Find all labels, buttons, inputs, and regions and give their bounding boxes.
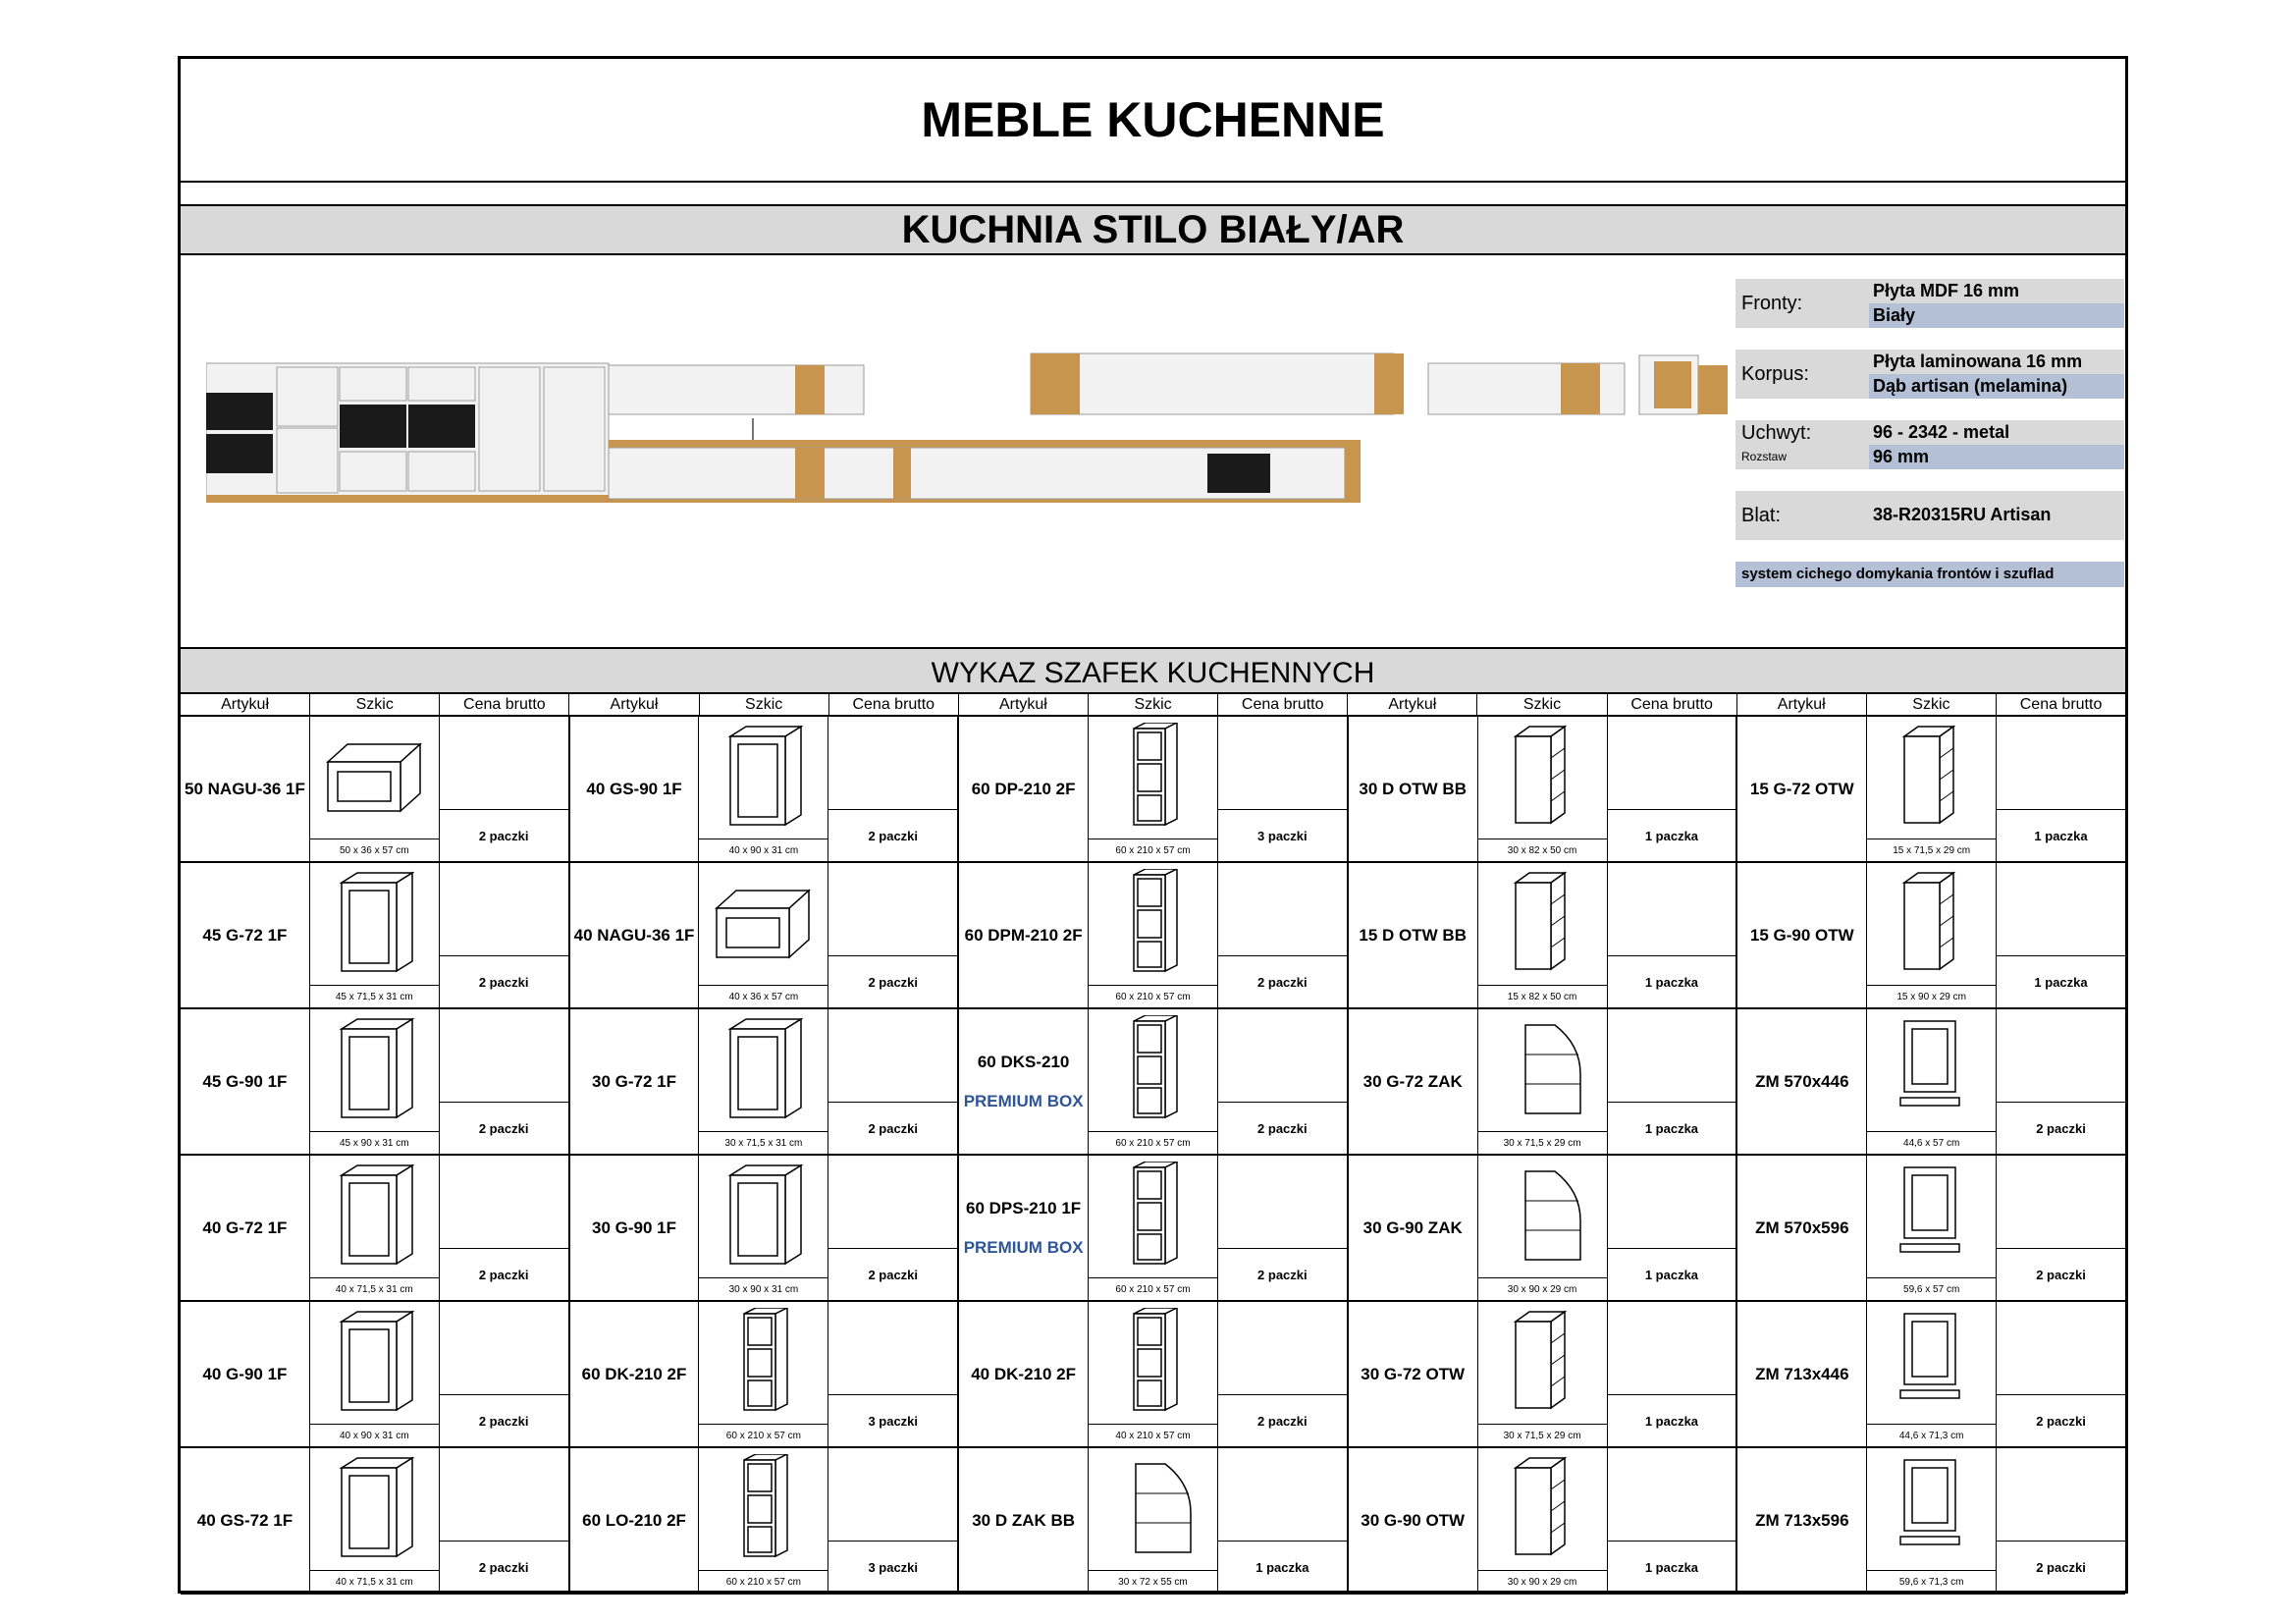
article-code: 15 G-90 OTW — [1749, 925, 1854, 945]
sketch-cell — [1089, 1156, 1218, 1300]
kitchen-illustration — [206, 334, 1737, 530]
cabinet-entry — [181, 1302, 570, 1446]
page-title: MEBLE KUCHENNE — [181, 59, 2125, 183]
sketch-cell — [1478, 1009, 1608, 1154]
cabinet-sketch-icon — [707, 1162, 817, 1270]
dimensions: 44,6 x 57 cm — [1867, 1131, 1996, 1154]
cabinet-sketch-icon — [1096, 1015, 1206, 1123]
article-code: 45 G-90 1F — [202, 1071, 288, 1091]
dimensions: 40 x 90 x 31 cm — [310, 1424, 439, 1446]
article-cell — [959, 1448, 1089, 1593]
sketch-cell — [1089, 1302, 1218, 1446]
package-count: 2 paczki — [1997, 1541, 2125, 1593]
article-cell — [959, 717, 1089, 861]
dimensions: 60 x 210 x 57 cm — [1089, 1277, 1217, 1300]
article-code: 60 DPS-210 1F — [966, 1198, 1082, 1217]
article-code: 60 DKS-210 — [977, 1052, 1070, 1071]
price-cell — [1997, 1448, 2125, 1593]
article-cell — [1737, 1156, 1867, 1300]
spec-panel — [1735, 279, 2124, 587]
table-row — [181, 863, 2125, 1009]
article-code: 30 D OTW BB — [1359, 779, 1467, 798]
dimensions: 15 x 71,5 x 29 cm — [1867, 839, 1996, 861]
dimensions: 30 x 90 x 29 cm — [1478, 1277, 1607, 1300]
soft-close-note: system cichego domykania frontów i szuflad — [1735, 562, 2124, 587]
premium-box-badge: PREMIUM BOX — [963, 1237, 1084, 1257]
dimensions: 40 x 71,5 x 31 cm — [310, 1570, 439, 1593]
package-count: 2 paczki — [1218, 955, 1347, 1007]
spec-blat — [1735, 491, 2124, 540]
table-row — [181, 1448, 2125, 1595]
dimensions: 30 x 71,5 x 31 cm — [699, 1131, 828, 1154]
cabinet-sketch-icon — [318, 723, 428, 831]
spec-uchwyt-value-2: 96 mm — [1869, 445, 2124, 469]
dimensions: 30 x 90 x 29 cm — [1478, 1570, 1607, 1593]
package-count: 2 paczki — [440, 1541, 568, 1593]
price-cell — [828, 1448, 957, 1593]
article-code: ZM 713x596 — [1755, 1510, 1849, 1530]
cabinet-entry — [570, 717, 960, 861]
spec-korpus — [1735, 350, 2124, 399]
cabinet-entry — [959, 717, 1349, 861]
sketch-cell — [1478, 863, 1608, 1007]
price-cell — [440, 1302, 568, 1446]
sketch-cell — [1867, 1156, 1997, 1300]
article-code: 60 DK-210 2F — [581, 1364, 687, 1383]
cabinet-sketch-icon — [1875, 1454, 1985, 1562]
sketch-cell — [310, 717, 440, 861]
dimensions: 60 x 210 x 57 cm — [1089, 1131, 1217, 1154]
column-header: Artykuł — [569, 694, 699, 715]
table-row — [181, 717, 2125, 863]
package-count: 2 paczki — [1997, 1248, 2125, 1300]
article-cell — [1349, 1302, 1478, 1446]
cabinet-sketch-icon — [707, 1015, 817, 1123]
article-code: 40 GS-90 1F — [586, 779, 682, 798]
dimensions: 30 x 72 x 55 cm — [1089, 1570, 1217, 1593]
cabinet-sketch-icon — [1096, 723, 1206, 831]
spec-blat-label: Blat: — [1741, 505, 1782, 526]
package-count: 2 paczki — [828, 955, 957, 1007]
dimensions: 15 x 90 x 29 cm — [1867, 985, 1996, 1007]
dimensions: 15 x 82 x 50 cm — [1478, 985, 1607, 1007]
article-cell — [1349, 1448, 1478, 1593]
article-cell — [570, 717, 700, 861]
price-cell — [1997, 717, 2125, 861]
package-count: 1 paczka — [1608, 1248, 1736, 1300]
cabinet-sketch-icon — [707, 1308, 817, 1416]
article-cell — [1737, 1448, 1867, 1593]
cabinet-entry — [181, 1156, 570, 1300]
sketch-cell — [699, 1448, 828, 1593]
sketch-cell — [699, 1156, 828, 1300]
package-count: 2 paczki — [440, 955, 568, 1007]
table-row — [181, 1156, 2125, 1302]
sketch-cell — [1089, 863, 1218, 1007]
sketch-cell — [699, 863, 828, 1007]
article-code: 60 LO-210 2F — [582, 1510, 686, 1530]
cabinet-entry — [1349, 717, 1738, 861]
sketch-cell — [1089, 717, 1218, 861]
article-code: 40 GS-72 1F — [196, 1510, 294, 1530]
article-code: 30 G-72 OTW — [1361, 1364, 1466, 1383]
spacer-band — [181, 183, 2125, 206]
package-count: 2 paczki — [828, 1248, 957, 1300]
article-code: 30 G-72 1F — [592, 1071, 677, 1091]
table-header — [181, 692, 2125, 717]
package-count: 1 paczka — [1608, 1541, 1736, 1593]
cabinet-sketch-icon — [318, 1015, 428, 1123]
cabinet-entry — [1737, 1302, 2125, 1446]
price-cell — [440, 1448, 568, 1593]
spec-fronty-label: Fronty: — [1741, 293, 1803, 314]
dimensions: 30 x 90 x 31 cm — [699, 1277, 828, 1300]
cabinet-entry — [959, 863, 1349, 1007]
dimensions: 40 x 71,5 x 31 cm — [310, 1277, 439, 1300]
column-header: Artykuł — [181, 694, 310, 715]
sketch-cell — [310, 1448, 440, 1593]
price-cell — [440, 863, 568, 1007]
cabinet-entry — [1737, 1156, 2125, 1300]
list-title: WYKAZ SZAFEK KUCHENNYCH — [181, 647, 2125, 692]
cabinet-entry — [1349, 863, 1738, 1007]
price-cell — [440, 1156, 568, 1300]
package-count: 2 paczki — [828, 1102, 957, 1154]
cabinet-entry — [181, 863, 570, 1007]
article-cell — [1737, 1009, 1867, 1154]
cabinet-entry — [181, 717, 570, 861]
spec-korpus-value-2: Dąb artisan (melamina) — [1869, 374, 2124, 399]
dimensions: 40 x 36 x 57 cm — [699, 985, 828, 1007]
article-cell — [570, 1302, 700, 1446]
article-code: 50 NAGU-36 1F — [185, 779, 305, 798]
price-cell — [1218, 1448, 1347, 1593]
cabinet-sketch-icon — [1875, 1308, 1985, 1416]
column-header: Szkic — [1477, 694, 1607, 715]
package-count: 1 paczka — [1608, 809, 1736, 861]
price-cell — [1608, 1302, 1736, 1446]
article-cell — [181, 1156, 310, 1300]
cabinet-entry — [181, 1448, 570, 1593]
cabinet-sketch-icon — [707, 869, 817, 977]
cabinet-entry — [1349, 1448, 1738, 1593]
cabinet-sketch-icon — [1096, 1308, 1206, 1416]
dimensions: 45 x 90 x 31 cm — [310, 1131, 439, 1154]
article-cell — [1349, 863, 1478, 1007]
column-header: Cena brutto — [2019, 695, 2103, 713]
column-header: Cena brutto — [1608, 694, 1737, 715]
price-cell — [828, 863, 957, 1007]
sketch-cell — [1478, 1156, 1608, 1300]
article-cell — [181, 1009, 310, 1154]
cabinet-sketch-icon — [1486, 1454, 1596, 1562]
sketch-cell — [1867, 1009, 1997, 1154]
package-count: 2 paczki — [1218, 1248, 1347, 1300]
price-cell — [828, 1009, 957, 1154]
sketch-cell — [1478, 1302, 1608, 1446]
column-header: Cena brutto — [1218, 694, 1348, 715]
cabinet-sketch-icon — [1486, 869, 1596, 977]
dimensions: 60 x 210 x 57 cm — [699, 1570, 828, 1593]
sketch-cell — [1478, 1448, 1608, 1593]
package-count: 2 paczki — [440, 1248, 568, 1300]
price-cell — [1997, 863, 2125, 1007]
dimensions: 50 x 36 x 57 cm — [310, 839, 439, 861]
spec-fronty-value-2: Biały — [1869, 303, 2124, 328]
dimensions: 60 x 210 x 57 cm — [1089, 985, 1217, 1007]
package-count: 2 paczki — [1997, 1102, 2125, 1154]
package-count: 3 paczki — [828, 1541, 957, 1593]
spec-korpus-value-1: Płyta laminowana 16 mm — [1873, 352, 2083, 371]
article-cell — [570, 1448, 700, 1593]
package-count: 2 paczki — [440, 809, 568, 861]
cabinet-sketch-icon — [318, 869, 428, 977]
cabinet-entry — [570, 863, 960, 1007]
price-cell — [440, 1009, 568, 1154]
column-header: Artykuł — [1737, 694, 1867, 715]
article-cell — [181, 1448, 310, 1593]
price-cell — [1218, 1156, 1347, 1300]
price-cell — [1608, 1448, 1736, 1593]
price-cell — [828, 1156, 957, 1300]
cabinet-sketch-icon — [1875, 723, 1985, 831]
price-cell — [1218, 717, 1347, 861]
sketch-cell — [1867, 1448, 1997, 1593]
package-count: 2 paczki — [828, 809, 957, 861]
cabinet-entry — [181, 1009, 570, 1154]
hero-section — [181, 255, 2125, 647]
spec-fronty — [1735, 279, 2124, 328]
dimensions: 60 x 210 x 57 cm — [1089, 839, 1217, 861]
spec-uchwyt-label: Uchwyt: — [1741, 422, 1812, 444]
article-code: ZM 713x446 — [1755, 1364, 1849, 1383]
article-cell — [570, 1009, 700, 1154]
cabinet-entry — [570, 1302, 960, 1446]
cabinet-entry — [1737, 1009, 2125, 1154]
package-count: 3 paczki — [1218, 809, 1347, 861]
dimensions: 45 x 71,5 x 31 cm — [310, 985, 439, 1007]
package-count: 2 paczki — [440, 1394, 568, 1446]
article-cell — [570, 863, 700, 1007]
cabinet-entry — [570, 1448, 960, 1593]
spec-uchwyt-value-1: 96 - 2342 - metal — [1873, 422, 2010, 442]
dimensions: 59,6 x 57 cm — [1867, 1277, 1996, 1300]
price-cell — [828, 1302, 957, 1446]
sketch-cell — [1867, 1302, 1997, 1446]
article-code: 15 D OTW BB — [1359, 925, 1467, 945]
price-cell — [1997, 1009, 2125, 1154]
price-cell — [1608, 1009, 1736, 1154]
cabinet-sketch-icon — [1875, 869, 1985, 977]
sketch-cell — [1478, 717, 1608, 861]
sketch-cell — [310, 1009, 440, 1154]
cabinet-sketch-icon — [707, 723, 817, 831]
price-cell — [440, 717, 568, 861]
price-cell — [1608, 1156, 1736, 1300]
sketch-cell — [310, 863, 440, 1007]
price-cell — [1608, 863, 1736, 1007]
price-cell — [1218, 1009, 1347, 1154]
cabinet-entry — [959, 1448, 1349, 1593]
package-count: 2 paczki — [440, 1102, 568, 1154]
cabinet-sketch-icon — [707, 1454, 817, 1562]
article-code: 30 G-90 OTW — [1361, 1510, 1466, 1530]
cabinet-entry — [1349, 1009, 1738, 1154]
article-code: ZM 570x596 — [1755, 1217, 1849, 1237]
column-header: Cena brutto — [829, 694, 959, 715]
spec-uchwyt-sublabel: Rozstaw — [1741, 450, 1788, 463]
sketch-cell — [699, 1302, 828, 1446]
package-count: 2 paczki — [1218, 1394, 1347, 1446]
sketch-cell — [310, 1156, 440, 1300]
premium-box-badge: PREMIUM BOX — [963, 1091, 1084, 1110]
price-cell — [1997, 1156, 2125, 1300]
catalog-frame — [178, 56, 2128, 1594]
sketch-cell — [699, 1009, 828, 1154]
table-row — [181, 1009, 2125, 1156]
sketch-cell — [1089, 1448, 1218, 1593]
article-code: 45 G-72 1F — [202, 925, 288, 945]
cabinet-sketch-icon — [1096, 1162, 1206, 1270]
cabinet-sketch-icon — [1096, 869, 1206, 977]
article-code: 60 DPM-210 2F — [964, 925, 1083, 945]
cabinet-sketch-icon — [1096, 1454, 1206, 1562]
dimensions: 60 x 210 x 57 cm — [699, 1424, 828, 1446]
dimensions: 40 x 90 x 31 cm — [699, 839, 828, 861]
cabinet-table — [181, 692, 2125, 1595]
article-cell — [1737, 717, 1867, 861]
article-cell — [959, 1009, 1089, 1154]
column-header: Szkic — [700, 694, 829, 715]
table-row — [181, 1302, 2125, 1448]
column-header: Cena brutto — [440, 694, 569, 715]
package-count: 1 paczka — [1608, 1102, 1736, 1154]
cabinet-sketch-icon — [318, 1162, 428, 1270]
cabinet-sketch-icon — [1486, 1015, 1596, 1123]
dimensions: 40 x 210 x 57 cm — [1089, 1424, 1217, 1446]
spec-fronty-value-1: Płyta MDF 16 mm — [1873, 281, 2020, 300]
cabinet-sketch-icon — [1486, 723, 1596, 831]
cabinet-sketch-icon — [1486, 1308, 1596, 1416]
article-cell — [1349, 1156, 1478, 1300]
package-count: 1 paczka — [1608, 1394, 1736, 1446]
cabinet-sketch-icon — [318, 1308, 428, 1416]
package-count: 2 paczki — [1218, 1102, 1347, 1154]
cabinet-sketch-icon — [1875, 1015, 1985, 1123]
article-cell — [959, 1302, 1089, 1446]
cabinet-entry — [959, 1302, 1349, 1446]
sketch-cell — [699, 717, 828, 861]
article-cell — [1349, 1009, 1478, 1154]
package-count: 3 paczki — [828, 1394, 957, 1446]
cabinet-entry — [1737, 863, 2125, 1007]
article-cell — [959, 1156, 1089, 1300]
dimensions: 44,6 x 71,3 cm — [1867, 1424, 1996, 1446]
package-count: 2 paczki — [1997, 1394, 2125, 1446]
article-cell — [181, 1302, 310, 1446]
sketch-cell — [1089, 1009, 1218, 1154]
kitchen-name: KUCHNIA STILO BIAŁY/AR — [181, 206, 2125, 255]
article-cell — [181, 717, 310, 861]
price-cell — [1608, 717, 1736, 861]
cabinet-entry — [1737, 1448, 2125, 1593]
column-header: Artykuł — [959, 694, 1089, 715]
price-cell — [1218, 863, 1347, 1007]
dimensions: 59,6 x 71,3 cm — [1867, 1570, 1996, 1593]
article-code: 30 G-72 ZAK — [1362, 1071, 1463, 1091]
article-code: 40 NAGU-36 1F — [573, 925, 695, 945]
article-code: 30 G-90 1F — [592, 1217, 677, 1237]
article-cell — [959, 863, 1089, 1007]
article-cell — [570, 1156, 700, 1300]
article-code: ZM 570x446 — [1755, 1071, 1849, 1091]
sketch-cell — [1867, 717, 1997, 861]
dimensions: 30 x 71,5 x 29 cm — [1478, 1131, 1607, 1154]
price-cell — [1218, 1302, 1347, 1446]
cabinet-sketch-icon — [1486, 1162, 1596, 1270]
cabinet-entry — [959, 1156, 1349, 1300]
cabinet-entry — [570, 1009, 960, 1154]
package-count: 1 paczka — [1218, 1541, 1347, 1593]
price-cell — [828, 717, 957, 861]
dimensions: 30 x 82 x 50 cm — [1478, 839, 1607, 861]
package-count: 1 paczka — [1608, 955, 1736, 1007]
sketch-cell — [310, 1302, 440, 1446]
cabinet-entry — [1737, 717, 2125, 861]
article-code: 15 G-72 OTW — [1749, 779, 1854, 798]
price-cell — [1997, 1302, 2125, 1446]
cabinet-sketch-icon — [318, 1454, 428, 1562]
sketch-cell — [1867, 863, 1997, 1007]
article-code: 40 G-90 1F — [202, 1364, 288, 1383]
article-cell — [1737, 863, 1867, 1007]
article-cell — [1737, 1302, 1867, 1446]
article-code: 40 G-72 1F — [202, 1217, 288, 1237]
article-cell — [1349, 717, 1478, 861]
spec-uchwyt — [1735, 420, 2124, 469]
column-header: Szkic — [1089, 694, 1218, 715]
cabinet-entry — [1349, 1156, 1738, 1300]
article-code: 40 DK-210 2F — [971, 1364, 1076, 1383]
package-count: 1 paczka — [1997, 955, 2125, 1007]
spec-korpus-label: Korpus: — [1741, 363, 1809, 385]
column-header: Artykuł — [1348, 694, 1477, 715]
dimensions: 30 x 71,5 x 29 cm — [1478, 1424, 1607, 1446]
package-count: 1 paczka — [1997, 809, 2125, 861]
cabinet-sketch-icon — [1875, 1162, 1985, 1270]
article-code: 30 D ZAK BB — [972, 1510, 1076, 1530]
cabinet-entry — [959, 1009, 1349, 1154]
article-cell — [181, 863, 310, 1007]
article-code: 60 DP-210 2F — [971, 779, 1076, 798]
spec-blat-value: 38-R20315RU Artisan — [1873, 505, 2052, 524]
article-code: 30 G-90 ZAK — [1362, 1217, 1463, 1237]
cabinet-entry — [570, 1156, 960, 1300]
column-header: Szkic — [310, 694, 440, 715]
column-header: Szkic — [1867, 694, 1997, 715]
cabinet-entry — [1349, 1302, 1738, 1446]
